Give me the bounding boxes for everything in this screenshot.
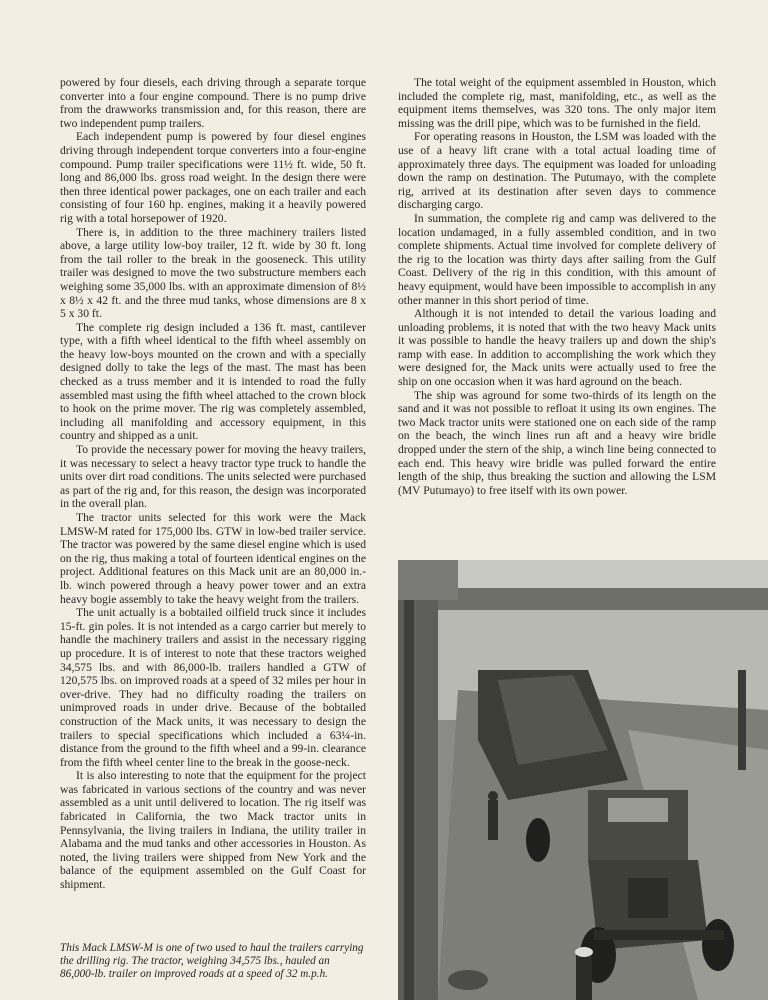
paragraph: The unit actually is a bobtailed oilfield truck since it includes 15-ft. gin poles. It is not intended as a cargo carrier but merely to handle the machinery trailers and assist in the necessary rigging up procedure. It is of interest to note that these tractors weighed 34,575 lbs. and with 86,000-lb. trailers handled a GTW of 120,575 lbs. on improved roads at a speed of 32 miles per hour in over-drive. They had no difficulty roading the trailers on unimproved roads in under drive. Because of the bobtailed construction of the Mack units, it was necessary to design the trailers to special specifications which included a 63¼-in. distance from the ground to the fifth wheel and a 99-in. clearance from the fifth wheel center line to the break in the goose-neck. (60, 606, 366, 769)
paragraph: In summation, the complete rig and camp was delivered to the location undamaged, in a fully assembled condition, and in two complete shipments. Actual time involved for complete delivery of the rig to the location was thirty days after sailing from the Gulf Coast. Delivery of the rig in this condition, with this amount of heavy equipment, would have been impossible to accomplish in any other manner in this short period of time. (398, 211, 716, 307)
paragraph: The complete rig design included a 136 ft. mast, cantilever type, with a fifth wheel identical to the fifth wheel assembly on the heavy low-boys mounted on the crown and with a specially designed dolly to take the legs of the mast. The mast has been checked as a truss member and it is intended to road the fully assembled mast using the fifth wheel attached to the crown block to hook on the prime mover. The rig was completely assembled, including all manifolding and accessory equipment, in this country and shipped as a unit. (60, 320, 366, 443)
paragraph: There is, in addition to the three machinery trailers listed above, a large utility low-boy trailer, 12 ft. wide by 30 ft. long from the tail roller to the break in the gooseneck. This utility trailer was designed to move the two substructure members each weighing some 35,000 lbs. with an approximate dimension of 8½ x 8½ x 42 ft. and the three mud tanks, whose dimensions are 8 x 5 x 30 ft. (60, 225, 366, 321)
paragraph: Although it is not intended to detail the various loading and unloading problems, it is noted that with the two heavy Mack units it was possible to handle the heavy trailers up and down the ship's ramp with ease. In addition to accomplishing the work which they were designed for, the Mack units were actually used to free the ship on one occasion when it was hard aground on the beach. (398, 307, 716, 389)
left-column (60, 76, 366, 892)
paragraph: The total weight of the equipment assembled in Houston, which included the complete rig, mast, manifolding, etc., as well as the equipment items themselves, was 320 tons. The only major item missing was the drill pipe, which was to be furnished in the field. (398, 76, 716, 130)
paragraph: The tractor units selected for this work were the Mack LMSW-M rated for 175,000 lbs. GTW in low-bed trailer service. The tractor was powered by the same diesel engine which is used on the rig, thus making a total of fourteen identical engines on the project. Additional features on this Mack unit are an 80,000 in.-lb. winch powered through a heavy power tower and an extra heavy bogie assembly to take the heavy weight from the trailers. (60, 511, 366, 606)
paragraph: powered by four diesels, each driving through a separate torque converter into a four engine compound. There is no pump drive from the drawworks transmission and, for this reason, there are two independent pump trailers. (60, 76, 366, 130)
paragraph: To provide the necessary power for moving the heavy trailers, it was necessary to select a heavy tractor type truck to handle the units over dirt road conditions. The units selected were purchased as part of the rig and, for this reason, the design was incorporated in the overall plan. (60, 443, 366, 511)
truck-on-ship-photo (398, 560, 768, 1000)
right-column (398, 76, 716, 497)
paragraph: For operating reasons in Houston, the LSM was loaded with the use of a heavy lift crane with a total actual loading time of approximately three days. The equipment was loaded for unloading down the ramp on destination. The Putumayo, with the complete rig, arrived at its destination after seven days to commence discharging cargo. (398, 130, 716, 212)
paragraph: It is also interesting to note that the equipment for the project was fabricated in various sections of the country and was never assembled as a unit until delivered to location. The rig itself was fabricated in California, the two Mack tractor units in Pennsylvania, the living trailers in Indiana, the utility trailer in Alabama and the mud tanks and other accessories in Houston. As noted, the living trailers were shipped from New York and the balance of the equipment assembled on the Gulf Coast for shipment. (60, 769, 366, 892)
photo-illustration (398, 560, 768, 1000)
paragraph: The ship was aground for some two-thirds of its length on the sand and it was not possible to refloat it using its own engines. The two Mack tractor units were stationed one on each side of the ramp on the beach, the winch lines run aft and a heavy wire bridle dropped under the stern of the ship, a winch line being connected to each end. This heavy wire bridle was pulled forward the entire length of the ship, thus breaking the suction and allowing the LSM (MV Putumayo) to free itself with its own power. (398, 388, 716, 497)
photo-caption: This Mack LMSW-M is one of two used to haul the trailers carrying the drilling rig. The tractor, weighing 34,575 lbs., hauled an 86,000-lb. trailer on improved roads at a speed of 32 m.p.h. (60, 942, 364, 980)
paragraph: Each independent pump is powered by four diesel engines driving through independent torque converters into a four-engine compound. Pump trailer specifications were 11½ ft. wide, 50 ft. long and 86,000 lbs. gross road weight. In the design there were then three identical power packages, one on each trailer and each consisting of four 160 hp. engines, making it a heavily powered rig with a total horsepower of 1920. (60, 130, 366, 225)
